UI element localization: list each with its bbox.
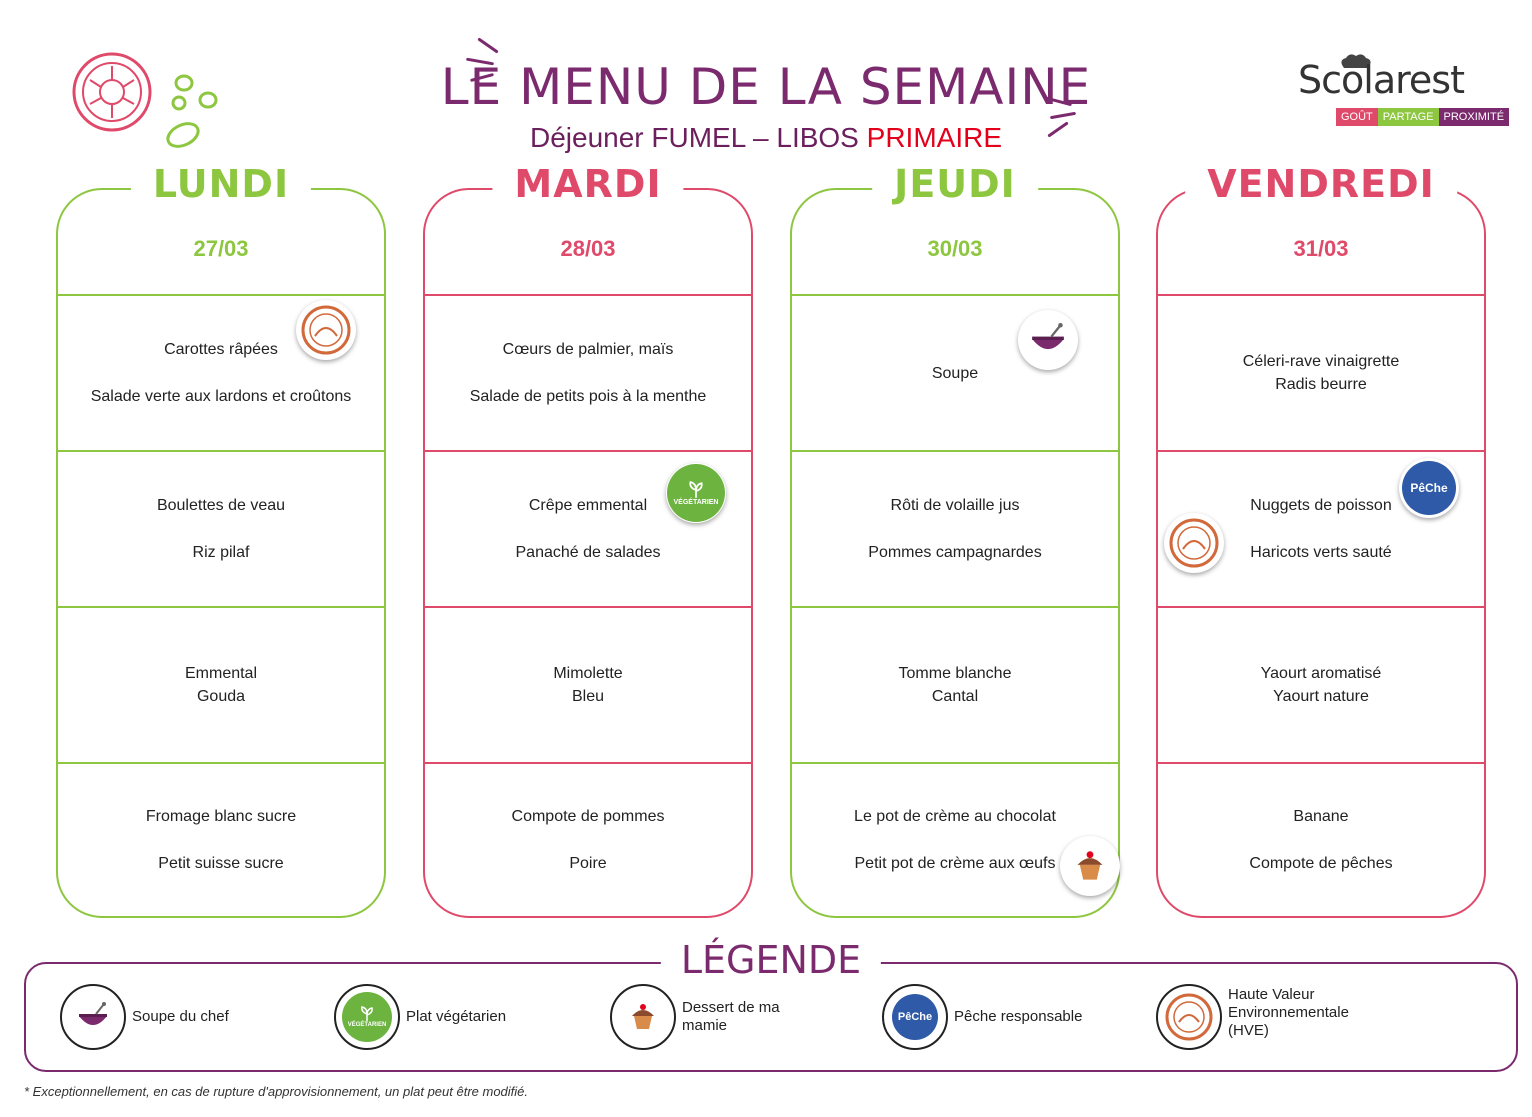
day-column-mardi	[423, 162, 753, 918]
menu-item: Pommes campagnardes	[868, 544, 1042, 561]
day-date: 30/03	[927, 236, 983, 261]
menu-item: Fromage blanc sucre	[145, 808, 297, 825]
menu-dessert	[58, 764, 384, 916]
legend-title: LÉGENDE	[661, 938, 881, 982]
legend-item-fish	[882, 984, 1094, 1050]
menu-item: Panaché de salades	[515, 544, 661, 561]
legend-item-vegetarian	[334, 984, 546, 1050]
day-column-lundi	[56, 162, 386, 918]
menu-cheese	[792, 608, 1118, 762]
menu-item: Riz pilaf	[192, 544, 250, 561]
menu-starter	[425, 296, 751, 450]
menu-item: Yaourt aromatisé	[1260, 665, 1382, 682]
menu-item: Haricots verts sauté	[1250, 544, 1392, 561]
vegetarian-badge-text: VÉGÉTARIEN	[347, 1022, 387, 1028]
legend-label: Pêche responsable	[954, 1008, 1083, 1025]
vegetarian-badge-text: VÉGÉTARIEN	[673, 498, 719, 506]
footnote: * Exceptionnellement, en cas de rupture d'approvisionnement, un plat peut être modifié.	[24, 1084, 529, 1099]
menu-item: Crêpe emmental	[528, 497, 648, 514]
menu-dessert	[425, 764, 751, 916]
menu-item: Nuggets de poisson	[1250, 497, 1392, 514]
menu-item: Poire	[569, 855, 607, 872]
menu-item: Bleu	[571, 688, 605, 705]
logo-tag: PARTAGE	[1378, 108, 1439, 126]
legend-box	[24, 938, 1518, 1072]
menu-item: Compote de pêches	[1249, 855, 1393, 872]
menu-item: Petit suisse sucre	[158, 855, 284, 872]
hve-seal-icon	[296, 300, 356, 360]
day-name: VENDREDI	[1185, 162, 1457, 206]
menu-item: Banane	[1293, 808, 1349, 825]
menu-item: Radis beurre	[1275, 376, 1367, 393]
fish-icon	[1399, 458, 1459, 518]
menu-item: Compote de pommes	[511, 808, 665, 825]
menu-item: Soupe	[931, 364, 979, 382]
menu-item: Carottes râpées	[164, 341, 278, 358]
menu-item: Cantal	[931, 688, 979, 705]
title-dash	[477, 37, 498, 53]
menu-item: Yaourt nature	[1273, 688, 1369, 705]
legend-item-hve	[1156, 984, 1378, 1050]
logo-word: Scolarest	[1298, 58, 1464, 102]
menu-starter	[1158, 296, 1484, 450]
day-name: LUNDI	[131, 162, 311, 206]
menu-item: Céleri-rave vinaigrette	[1242, 353, 1400, 370]
vegetarian-icon	[666, 463, 726, 523]
subtitle-highlight: PRIMAIRE	[866, 122, 1002, 153]
legend-label: Plat végétarien	[406, 1008, 507, 1025]
menu-main	[792, 452, 1118, 606]
menu-item: Petit pot de crème aux œufs	[854, 855, 1056, 872]
logo-tags	[1336, 108, 1509, 126]
menu-item: Salade de petits pois à la menthe	[469, 388, 707, 405]
legend-item-soup	[60, 984, 272, 1050]
menu-dessert	[1158, 764, 1484, 916]
menu-item: Le pot de crème au chocolat	[854, 808, 1056, 825]
legend-label: Soupe du chef	[132, 1008, 229, 1025]
vegetarian-icon	[334, 984, 400, 1050]
menu-main	[58, 452, 384, 606]
soup-bowl-icon	[1018, 310, 1078, 370]
day-date: 27/03	[193, 236, 249, 261]
day-name: JEUDI	[872, 162, 1038, 206]
menu-item: Mimolette	[553, 665, 623, 682]
menu-item: Salade verte aux lardons et croûtons	[90, 388, 352, 405]
logo-tag: GOÛT	[1336, 108, 1378, 126]
subtitle-main: Déjeuner FUMEL – LIBOS	[529, 122, 867, 153]
scolarest-logo	[1296, 58, 1510, 128]
cupcake-icon	[1060, 836, 1120, 896]
day-date: 31/03	[1293, 236, 1349, 261]
menu-dessert	[792, 764, 1118, 916]
fish-badge-text: PêChe	[892, 994, 938, 1040]
menu-item: Cœurs de palmier, maïs	[502, 341, 674, 358]
hve-seal-icon	[1156, 984, 1222, 1050]
day-date: 28/03	[560, 236, 616, 261]
menu-item: Boulettes de veau	[156, 497, 286, 514]
legend-item-dessert	[610, 984, 822, 1050]
menu-cheese	[58, 608, 384, 762]
page-title: LE MENU DE LA SEMAINE	[440, 58, 1092, 116]
legend-label: Haute Valeur Environnementale (HVE)	[1228, 986, 1349, 1039]
menu-cheese	[1158, 608, 1484, 762]
logo-tag: PROXIMITÉ	[1439, 108, 1510, 126]
menu-item: Gouda	[196, 688, 246, 705]
day-name: MARDI	[492, 162, 683, 206]
fish-badge-text: PêChe	[1402, 461, 1456, 515]
cupcake-icon	[610, 984, 676, 1050]
day-column-jeudi	[790, 162, 1120, 918]
hve-seal-icon	[1164, 513, 1224, 573]
legend-label: Dessert de ma mamie	[682, 999, 780, 1034]
menu-item: Rôti de volaille jus	[890, 497, 1020, 514]
fish-icon	[882, 984, 948, 1050]
menu-cheese	[425, 608, 751, 762]
soup-bowl-icon	[60, 984, 126, 1050]
menu-item: Emmental	[184, 665, 258, 682]
menu-item: Tomme blanche	[898, 665, 1012, 682]
